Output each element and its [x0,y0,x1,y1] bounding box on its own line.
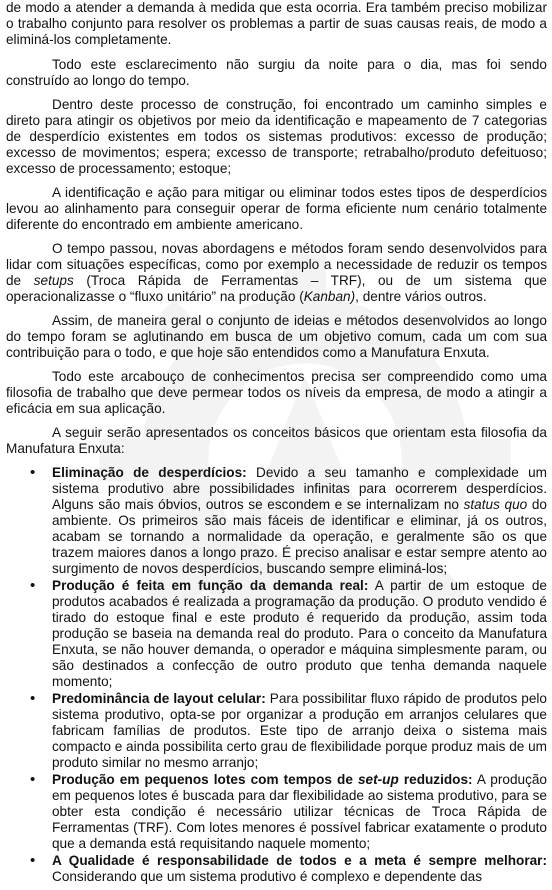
text-run: A produção em pequenos lotes é buscada para dar flexibilidade ao sistema produtivo, para se obter esta condição é necessário utilizar técnicas de Troca Rápida de Ferramentas (TRF). Com lotes menores é possível fabricar exatamente o produto que a demanda está requisitando naquele momento; [52,772,547,851]
text-run: Para possibilitar fluxo rápido de produtos pelo sistema produtivo, opta-se por organizar a produção em arranjos celulares que fabricam famílias de produtos. Este tipo de arranjo deixa o sistema mais compacto e ainda possibilita certo grau de flexibilidade porque produz mais de um produto similar no mesmo arranjo; [52,691,547,770]
body-paragraph [6,241,547,305]
text-run: A identificação e ação para mitigar ou eliminar todos estes tipos de desperdícios levou ao alinhamento para conseguir operar de forma eficiente num cenário totalmente diferente do encontrado em ambiente americano. [6,185,547,232]
text-run: Produção é feita em função da demanda real: [52,578,369,593]
body-paragraph [6,0,547,48]
text-run: Todo este esclarecimento não surgiu da noite para o dia, mas foi sendo construído ao longo do tempo. [6,57,547,88]
text-run: A seguir serão apresentados os conceitos básicos que orientam esta filosofia da Manufatura Enxuta: [6,425,547,456]
text-run: (Troca Rápida de Ferramentas – TRF), ou de um sistema que operacionalizasse o “fluxo unitário” na produção ( [6,273,547,304]
text-run: Eliminação de desperdícios: [52,465,247,480]
text-run: Todo este arcabouço de conhecimentos precisa ser compreendido como uma filosofia de trabalho que deve permear todos os níveis da empresa, de modo a atingir a eficácia em sua aplicação. [6,369,547,416]
body-paragraph [6,313,547,361]
concept-list-item [52,691,547,771]
text-run: Devido a seu tamanho e complexidade um sistema produtivo abre possibilidades infinitas para ocorrerem desperdícios. Alguns são mais óbvios, outros se escondem e se internalizam no [52,465,547,512]
text-run: Kanban) [303,289,356,304]
body-paragraph [6,369,547,417]
body-paragraph [6,97,547,177]
concept-list [6,465,547,885]
body-paragraph [6,185,547,233]
text-run: status quo [463,497,528,512]
text-run: do ambiente. Os primeiros são mais fáceis de identificar e eliminar, já os outros, acabam se tornando a normalidade da operação, e geralmente são os que trazem maiores danos a longo prazo. É preciso analisar e estar sempre atento ao surgimento de novos desperdícios, buscando sempre eliminá-los; [52,497,547,576]
text-run: de modo a atender a demanda à medida que esta ocorria. Era também preciso mobilizar o trabalho conjunto para resolver os problemas a partir de suas causas reais, de modo a eliminá-los completamente. [6,0,547,47]
text-run [358,772,399,787]
text-run: Dentro deste processo de construção, foi encontrado um caminho simples e direto para atingir os objetivos por meio da identificação e mapeamento de 7 categorias de desperdício existentes em todos os sistemas produtivos: excesso de produção; excesso de movimentos; espera; excesso de transporte; retrabalho/produto defeituoso; excesso de processamento; estoque; [6,97,547,176]
concept-list-item [52,465,547,577]
concept-list-item [52,853,547,885]
text-run: Assim, de maneira geral o conjunto de ideias e métodos desenvolvidos ao longo do tempo foram se aglutinando em busca de um objetivo comum, cada um com sua contribuição para o todo, e que hoje são entendidos como a Manufatura Enxuta. [6,313,547,360]
text-run: reduzidos: [398,772,473,787]
text-run: Produção em pequenos lotes com tempos de [52,772,358,787]
text-run: A Qualidade é responsabilidade de todos e a meta é sempre melhorar: [52,853,547,868]
text-run: set-up [357,772,399,787]
body-paragraph [6,57,547,89]
text-run: setups [33,273,74,288]
text-run: , dentre vários outros. [355,289,487,304]
concept-list-item [52,578,547,690]
text-run: Considerando que um sistema produtivo é complexo e dependente das [52,869,482,884]
concept-list-item [52,772,547,852]
text-run: Predominância de layout celular: [52,691,266,706]
text-run: A partir de um estoque de produtos acabados é realizada a programação da produção. O produto vendido é tirado do estoque final e este produto é requerido da produção, assim toda produção se baseia na demanda real do produto. Para o conceito da Manufatura Enxuta, se não houver demanda, o operador e máquina simplesmente param, ou são destinados a confecção de outro produto que tenha demanda naquele momento; [52,578,547,689]
paragraph-container [6,0,547,457]
body-paragraph [6,425,547,457]
text-run: O tempo passou, novas abordagens e métodos foram sendo desenvolvidos para lidar com situações específicas, como por exemplo a necessidade de reduzir os tempos de [6,241,547,288]
